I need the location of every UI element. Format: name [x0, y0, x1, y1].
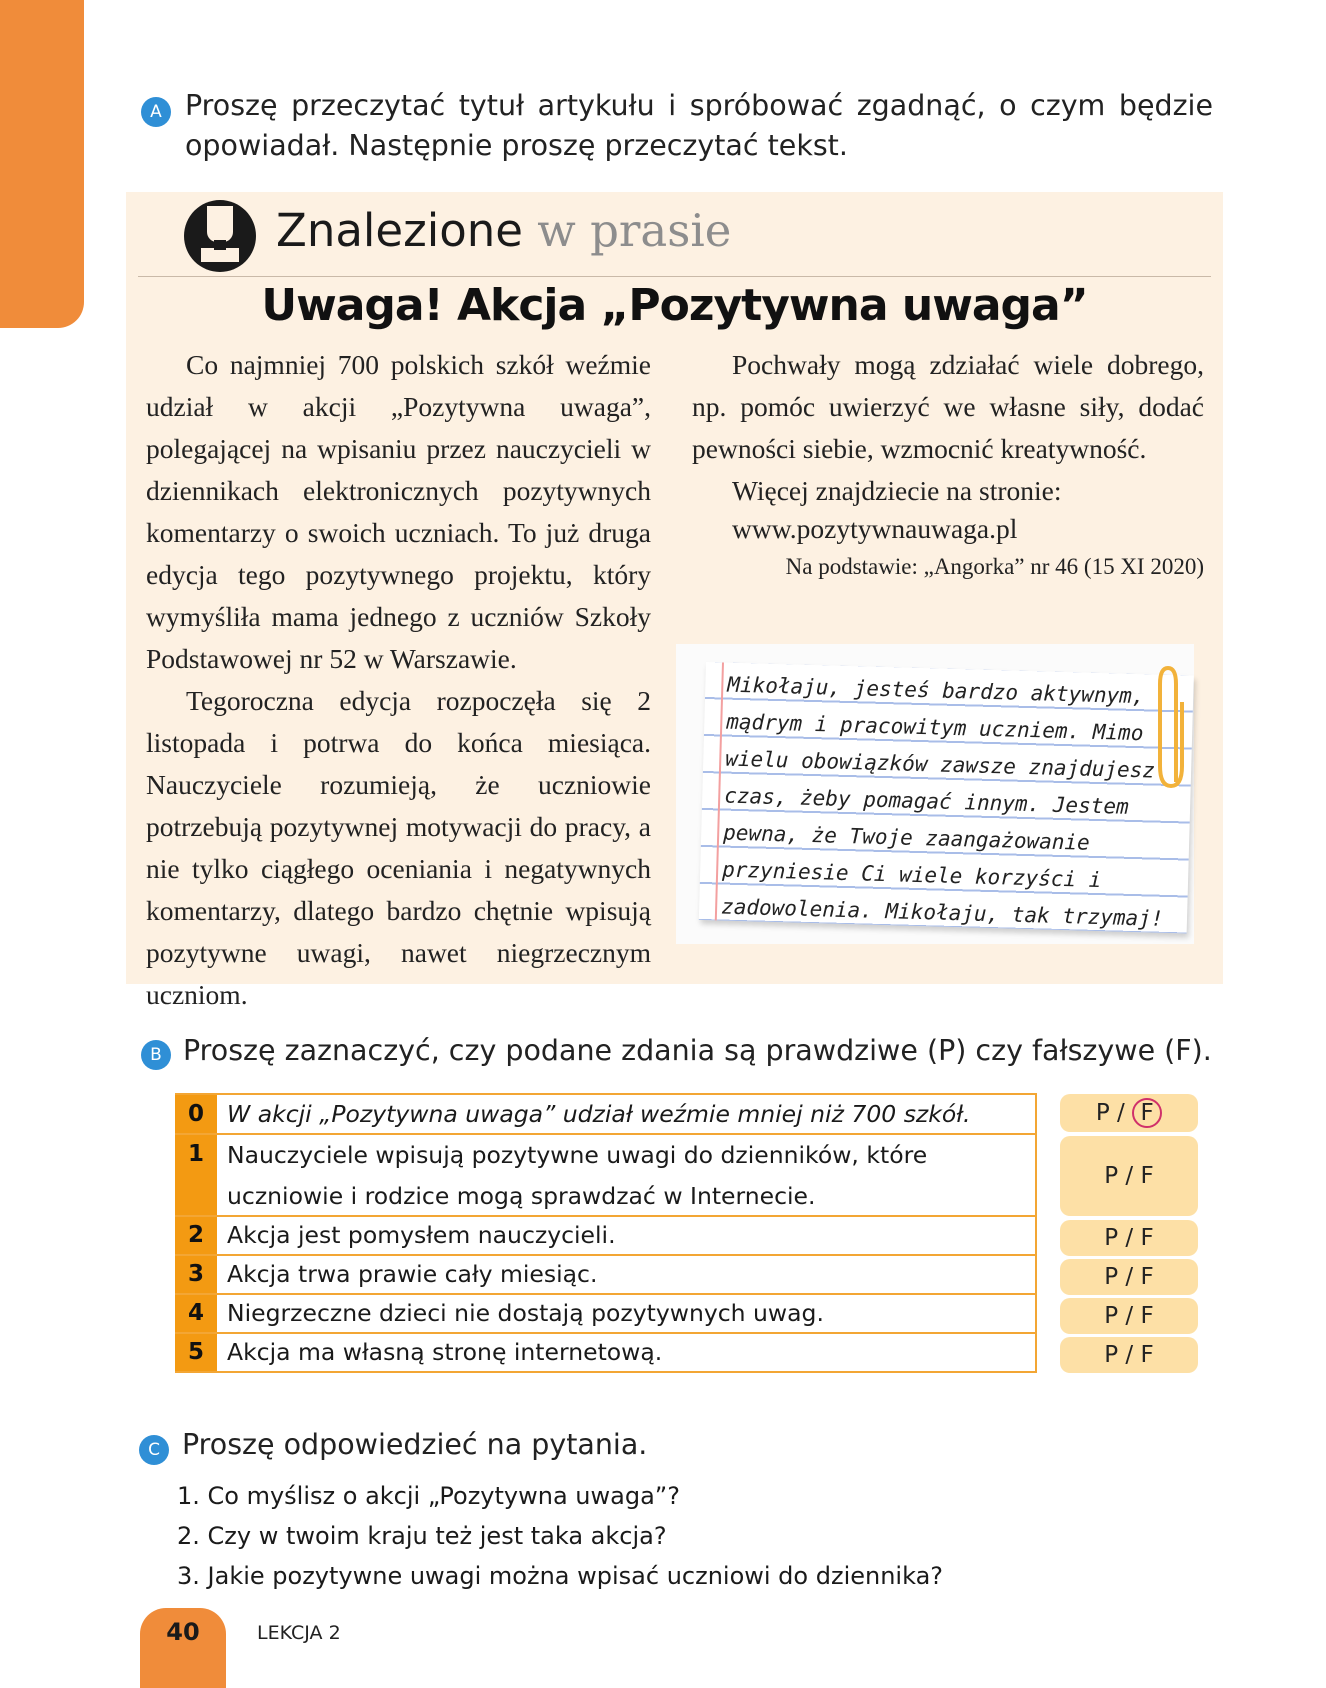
pf-answer-4[interactable]: P / F [1060, 1298, 1198, 1334]
question-list [177, 1476, 943, 1596]
note-line: czas, żeby pomagać innym. Jestem [723, 783, 1130, 819]
page-number: 40 [140, 1608, 226, 1688]
article-source: Na podstawie: „Angorka” nr 46 (15 XI 2020) [785, 554, 1204, 579]
note-line: wielu obowiązków zawsze znajdujesz [724, 746, 1156, 783]
pf-answer-3[interactable]: P / F [1060, 1259, 1198, 1295]
row-statement: Akcja jest pomysłem nauczycieli. [217, 1217, 1037, 1254]
exclamation-logo-icon [184, 200, 256, 272]
paperclip-icon [1156, 662, 1186, 792]
article-paragraph-3: Pochwały mogą zdziałać wiele dobrego, np. pomóc uwierzyć we własne siły, dodać pewności siebie, wzmocnić kreatywność. [692, 349, 1204, 464]
article-left-column [146, 344, 651, 1016]
row-number: 2 [175, 1217, 217, 1254]
section-b-instruction: Proszę zaznaczyć, czy podane zdania są prawdziwe (P) czy fałszywe (F). [183, 1034, 1212, 1067]
row-number: 0 [175, 1095, 217, 1133]
row-number: 1 [175, 1135, 217, 1215]
row-statement: Akcja ma własną stronę internetową. [217, 1334, 1037, 1371]
row-statement: Nauczyciele wpisują pozytywne uwagi do dzienników, które uczniowie i rodzice mogą sprawdzać w Internecie. [217, 1135, 1037, 1215]
note-line: Mikołaju, jesteś bardzo aktywnym, [727, 672, 1145, 709]
article-website: www.pozytywnauwaga.pl [732, 513, 1018, 544]
note-card-area [676, 644, 1194, 944]
question-item: 1. Co myślisz o akcji „Pozytywna uwaga”? [177, 1482, 680, 1510]
row-number: 4 [175, 1295, 217, 1332]
article-title: Uwaga! Akcja „Pozytywna uwaga” [261, 280, 1088, 331]
handwritten-note [699, 662, 1194, 934]
section-a-line1: Proszę przeczytać tytuł artykułu i spróbować zgadnąć, o czym będzie [185, 89, 1213, 122]
page-edge-tab [0, 0, 84, 328]
table-row [175, 1256, 1037, 1295]
article-paragraph-2: Tegoroczna edycja rozpoczęła się 2 listopada i potrwa do końca miesiąca. Nauczyciele rozumieją, że uczniowie potrzebują pozytywnej motywacji do pracy, a nie tylko ciągłego oceniania i negatywnych komentarzy, dlatego bardzo chętnie wpisują pozytywne uwagi, nawet niegrzecznym uczniom. [146, 685, 651, 1010]
table-row [175, 1295, 1037, 1334]
true-false-table [175, 1093, 1037, 1373]
pf-circled-f: F [1132, 1098, 1162, 1128]
table-row [175, 1334, 1037, 1373]
press-heading-black: Znalezione [276, 204, 523, 257]
row-statement: Akcja trwa prawie cały miesiąc. [217, 1256, 1037, 1293]
row-number: 5 [175, 1334, 217, 1371]
section-a-instruction [185, 86, 1213, 166]
pf-answer-2[interactable]: P / F [1060, 1220, 1198, 1256]
section-a-line2: opowiadał. Następnie proszę przeczytać tekst. [185, 129, 848, 162]
note-line: przyniesie Ci wiele korzyści i [721, 857, 1102, 893]
pf-answer-5[interactable]: P / F [1060, 1337, 1198, 1373]
table-row [175, 1217, 1037, 1256]
press-heading [276, 204, 731, 257]
section-a-badge: A [141, 97, 171, 127]
table-row [175, 1093, 1037, 1135]
section-c-badge: C [139, 1435, 169, 1465]
section-c-instruction: Proszę odpowiedzieć na pytania. [182, 1428, 648, 1461]
note-line: mądrym i pracowitym uczniem. Mimo [726, 709, 1144, 746]
question-item: 3. Jakie pozytywne uwagi można wpisać uczniowi do dziennika? [177, 1562, 944, 1590]
note-text [721, 667, 1188, 939]
article-more-info: Więcej znajdziecie na stronie: [732, 475, 1062, 506]
article-paragraph-1: Co najmniej 700 polskich szkół weźmie udział w akcji „Pozytywna uwaga”, polegającej na wpisaniu przez nauczycieli w dziennikach elektronicznych pozytywnych komentarzy o swoich uczniach. To już druga edycja tego pozytywnego projektu, który wymyśliła mama jednego z uczniów Szkoły Podstawowej nr 52 w Warszawie. [146, 349, 651, 674]
article-right-column [692, 344, 1204, 586]
row-statement: Niegrzeczne dzieci nie dostają pozytywnych uwag. [217, 1295, 1037, 1332]
row-statement: W akcji „Pozytywna uwaga” udział weźmie mniej niż 700 szkół. [217, 1095, 1037, 1133]
row-number: 3 [175, 1256, 217, 1293]
press-divider [138, 276, 1211, 277]
question-item: 2. Czy w twoim kraju też jest taka akcja? [177, 1522, 667, 1550]
pf-option-p: P / [1095, 1100, 1125, 1126]
note-line: pewna, że Twoje zaangażowanie [722, 820, 1091, 855]
table-row [175, 1135, 1037, 1217]
pf-answer-1[interactable]: P / F [1060, 1136, 1198, 1216]
pf-answer-example[interactable] [1060, 1094, 1198, 1132]
lesson-label: LEKCJA 2 [257, 1622, 341, 1644]
note-line: zadowolenia. Mikołaju, tak trzymaj! [720, 894, 1164, 931]
section-b-badge: B [141, 1040, 171, 1070]
press-heading-grey: w prasie [537, 204, 732, 257]
